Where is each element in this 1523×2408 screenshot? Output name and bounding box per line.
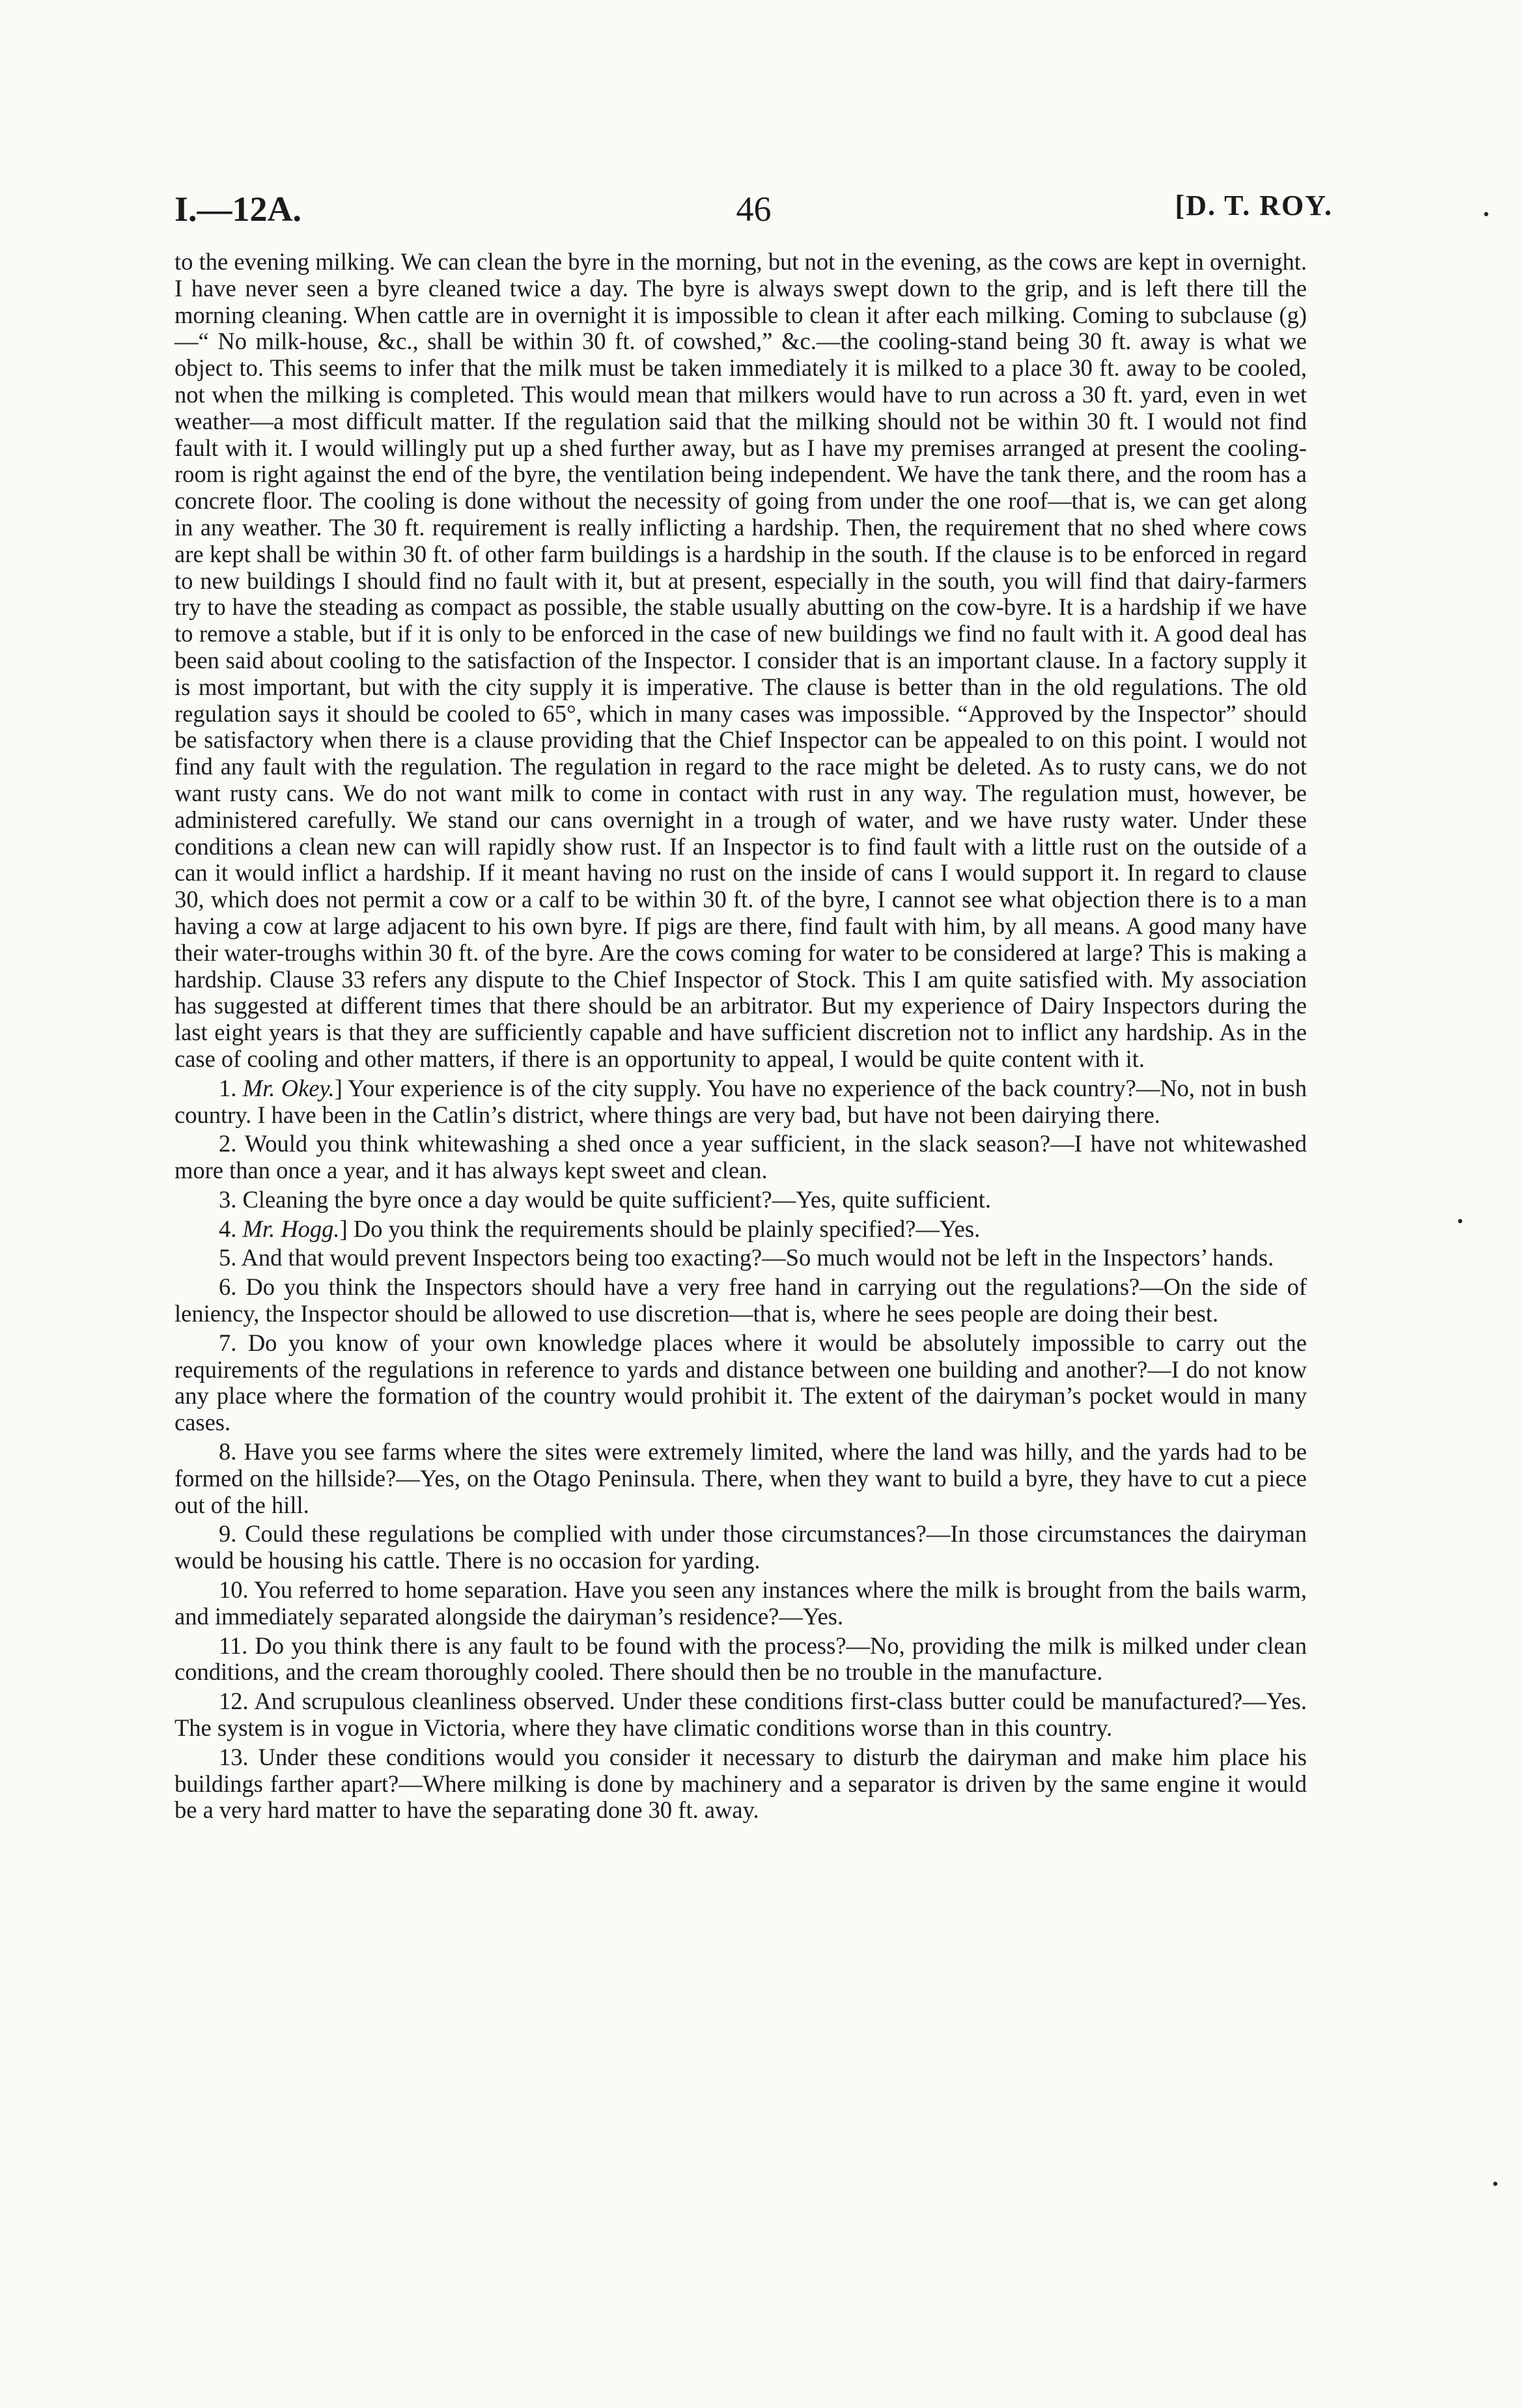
question-and-answer: Do you think there is any fault to be found with the process?—No, providing the milk is milked under clean conditions, and the cream thoroughly cooled. There should then be no trouble in the manufacture. — [175, 1632, 1307, 1686]
opening-paragraph: to the evening milking. We can clean the byre in the morning, but not in the evening, as the cows are kept in overnight. I have never seen a byre cleaned twice a day. The byre is always swept down to the grip, and is left there till the morning cleaning. When cattle are in overnight it is impossible to clean it after each milking. Coming to subclause (g)—“ No milk-house, &c., shall be within 30 ft. of cowshed,” &c.—the cooling-stand being 30 ft. away is what we object to. This seems to infer that the milk must be taken immediately it is milked to a place 30 ft. away to be cooled, not when the milking is completed. This would mean that milkers would have to run across a 30 ft. yard, even in wet weather—a most difficult matter. If the regulation said that the milking should not be within 30 ft. I would not find fault with it. I would willingly put up a shed further away, but as I have my premises arranged at present the cooling-room is right against the end of the byre, the ventilation being independent. We have the tank there, and the room has a concrete floor. The cooling is done without the necessity of going from under the one roof—that is, we can get along in any weather. The 30 ft. requirement is really inflicting a hardship. Then, the requirement that no shed where cows are kept shall be within 30 ft. of other farm buildings is a hardship in the south. If the clause is to be enforced in regard to new buildings I should find no fault with it, but at present, especially in the south, you will find that dairy-farmers try to have the steading as compact as possible, the stable usually abutting on the cow-byre. It is a hardship if we have to remove a stable, but if it is only to be enforced in the case of new buildings we find no fault with it. A good deal has been said about cooling to the satisfaction of the Inspector. I consider that is an important clause. In a factory supply it is most important, but with the city supply it is imperative. The clause is better than in the old regulations. The old regulation says it should be cooled to 65°, which in many cases was impossible. “Approved by the Inspector” should be satisfactory when there is a clause providing that the Chief Inspector can be appealed to on this point. I would not find any fault with the regulation. The regulation in regard to the race might be deleted. As to rusty cans, we do not want rusty cans. We do not want milk to come in contact with rust in any way. The regulation must, however, be administered carefully. We stand our cans overnight in a trough of water, and we have rusty water. Under these conditions a clean new can will rapidly show rust. If an Inspector is to find fault with a little rust on the outside of a can it would inflict a hardship. If it meant having no rust on the inside of cans I would support it. In regard to clause 30, which does not permit a cow or a calf to be within 30 ft. of the byre, I cannot see what objection there is to a man having a cow at large adjacent to his own byre. If pigs are there, find fault with him, by all means. A good many have their water-troughs within 30 ft. of the byre. Are the cows coming for water to be considered at large? This is making a hardship. Clause 33 refers any dispute to the Chief Inspector of Stock. This I am quite satisfied with. My association has suggested at different times that there should be an arbitrator. But my experience of Dairy Inspectors during the last eight years is that they are sufficiently capable and have sufficient discretion not to inflict any hardship. As in the case of cooling and other matters, if there is an opportunity to appeal, I would be quite content with it. — [175, 248, 1307, 1072]
question-paragraph — [175, 1577, 1307, 1630]
evidence-text — [175, 249, 1307, 1824]
question-number: 6. — [219, 1273, 246, 1301]
question-and-answer: Could these regulations be complied with under those circumstances?—In those circumstances the dairyman would be housing his cattle. There is no occasion for yarding. — [175, 1520, 1307, 1574]
question-paragraph — [175, 1245, 1307, 1271]
question-paragraph — [175, 1439, 1307, 1518]
question-paragraph — [175, 1633, 1307, 1686]
question-number: 9. — [219, 1520, 245, 1548]
question-number: 12. — [219, 1688, 255, 1715]
question-and-answer: Do you know of your own knowledge places where it would be absolutely impossible to carry out the requirements of the regulations in reference to yards and distance between one building and another?—I do not know any place where the formation of the country would prohibit it. The extent of the dairyman’s pocket would in many cases. — [175, 1329, 1307, 1436]
question-list — [175, 1075, 1307, 1824]
question-and-answer: And that would prevent Inspectors being too exacting?—So much would not be left in the Inspectors’ hands. — [241, 1244, 1274, 1271]
margin-mark: • — [1482, 207, 1490, 223]
margin-mark: • — [1491, 2177, 1500, 2193]
question-number: 7. — [219, 1329, 248, 1356]
paper-reference: I.—12A. — [175, 190, 302, 229]
running-header — [175, 189, 1333, 241]
question-paragraph — [175, 1131, 1307, 1184]
question-number: 13. — [219, 1743, 258, 1770]
questioner-name: Mr. Okey. — [242, 1074, 335, 1101]
question-and-answer: Cleaning the byre once a day would be quite sufficient?—Yes, quite sufficient. — [242, 1185, 991, 1213]
question-number: 8. — [219, 1438, 244, 1466]
question-and-answer: Under these conditions would you consider it necessary to disturb the dairyman and make him place his buildings farther apart?—Where milking is done by machinery and a separator is driven by the same engine it would be a very hard matter to have the separating done 30 ft. away. — [175, 1743, 1307, 1824]
question-number: 10. — [219, 1576, 255, 1604]
question-number: 5. — [219, 1244, 242, 1271]
question-paragraph — [175, 1274, 1307, 1327]
question-and-answer: Do you think the requirements should be plainly specified?—Yes. — [347, 1215, 981, 1242]
question-and-answer: Would you think whitewashing a shed once a year sufficient, in the slack season?—I have not whitewashed more than once a year, and it has always kept sweet and clean. — [175, 1130, 1307, 1184]
margin-mark: • — [1456, 1214, 1464, 1230]
witness-name: [D. T. ROY. — [1175, 190, 1333, 221]
question-paragraph — [175, 1187, 1307, 1213]
question-paragraph — [175, 1744, 1307, 1824]
question-and-answer: And scrupulous cleanliness observed. Under these conditions first-class butter could be manufactured?—Yes. The system is in vogue in Victoria, where they have climatic conditions worse than in this country. — [175, 1688, 1307, 1742]
question-number: 3. — [219, 1185, 243, 1213]
page-number: 46 — [736, 190, 772, 229]
question-paragraph — [175, 1075, 1307, 1129]
question-and-answer: You referred to home separation. Have you seen any instances where the milk is brought from the bails warm, and immediately separated alongside the dairyman’s residence?—Yes. — [175, 1576, 1307, 1630]
question-number: 1. — [219, 1074, 243, 1101]
question-paragraph — [175, 1688, 1307, 1742]
question-number: 2. — [219, 1130, 245, 1157]
question-number: 4. — [219, 1215, 243, 1242]
speaker-bracket: ] — [334, 1074, 342, 1101]
questioner-name: Mr. Hogg. — [242, 1215, 340, 1242]
speaker-bracket: ] — [339, 1215, 348, 1242]
question-paragraph — [175, 1330, 1307, 1436]
question-and-answer: Do you think the Inspectors should have a very free hand in carrying out the regulations?—On the side of leniency, the Inspector should be allowed to use discretion—that is, where he sees people are doing their best. — [175, 1273, 1307, 1327]
question-and-answer: Your experience is of the city supply. You have no experience of the back country?—No, not in bush country. I have been in the Catlin’s district, where things are very bad, but have not been dairying there. — [175, 1074, 1307, 1128]
question-paragraph — [175, 1521, 1307, 1574]
question-paragraph — [175, 1216, 1307, 1243]
question-and-answer: Have you see farms where the sites were extremely limited, where the land was hilly, and the yards had to be formed on the hillside?—Yes, on the Otago Peninsula. There, when they want to build a byre, they have to cut a piece out of the hill. — [175, 1438, 1307, 1518]
question-number: 11. — [219, 1632, 255, 1659]
